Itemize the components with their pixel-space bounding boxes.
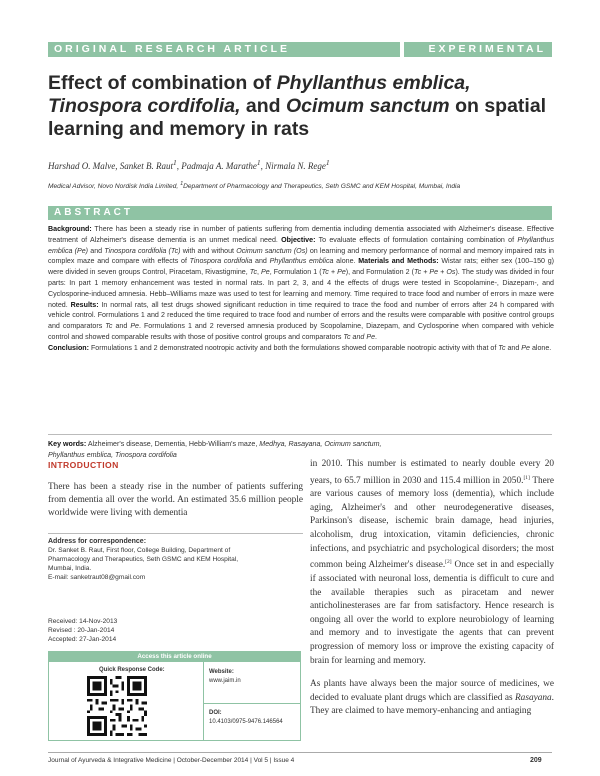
accepted-date: Accepted: 27-Jan-2014 [48, 636, 117, 643]
page-number: 209 [530, 757, 542, 764]
website-link[interactable]: www.jaim.in [209, 678, 241, 684]
received-date: Received: 14-Nov-2013 [48, 618, 118, 625]
category-label: EXPERIMENTAL [428, 43, 546, 55]
correspondence-divider [48, 533, 303, 534]
abstract-text: Background: There has been a steady rise in number of patients suffering from dementia including dementia associated with Alzheimer's disease. Effective treatment of Alzheimer's disease dementia is an unmet medical need. Objective: To evaluate effects of formulation containing combination of Phyllanthus emblica (Pe) and Tinospora cordifolia (Tc) with and without Ocimum sanctum (Os) on learning and memory performance of normal and memory impaired rats in complex maze and compare with effects of Tinospora cordifolia and Phyllanthus emblica alone. Materials and Methods: Wistar rats; either sex (100–150 g) were divided in seven groups Control, Piracetam, Rivastigmine, Tc, Pe, Formulation 1 (Tc + Pe), and Formulation 2 (Tc + Pe + Os). The study was divided in four parts: In part 1 memory enhancement was tested in normal rats. In part 2, 3, and 4 the effects of drugs were tested in Scopolamine-, Diazepam-, and Cyclosporine-induced amnesia. Hebb–Williams maze was used to test for learning and memory. Time required to trace food and number of errors in maze were noted. Results: In normal rats, all test drugs showed significant reduction in time required to trace the food and number of errors after 24 h compared with vehicle control. Formulations 1 and 2 reduced the time required to trace food and number of errors and the results were comparable with positive control groups and comparators Tc and Pe. Formulations 1 and 2 reversed amnesia produced by Scopolamine, Diazepam, and Cyclosporine when compared with vehicle control and showed comparable results with those of positive control groups and comparators Tc and Pe. Conclusion: Formulations 1 and 2 demonstrated nootropic activity and both the formulations showed comparable nootropic activity with that of Tc and Pe alone. [48, 225, 555, 352]
introduction-paragraph: There has been a steady rise in the number of patients suffering from dementia all over the world. An estimated 35.6 million people worldwide were living with dementia [48, 482, 303, 518]
abstract-divider [48, 434, 552, 435]
section-band [48, 42, 400, 57]
box-divider-vertical [203, 662, 204, 740]
journal-footer: Journal of Ayurveda & Integrative Medicine | October-December 2014 | Vol 5 | Issue 4 [48, 757, 295, 764]
keywords: Key words: Alzheimer's disease, Dementia, Hebb-William's maze, Medhya, Rasayana, Ocimum sanctum, Phyllanthus emblica, Tinospora cordifolia [48, 440, 382, 459]
correspondence-line: Mumbai, India. [48, 565, 92, 572]
qr-label: Quick Response Code: [99, 667, 165, 673]
correspondence-heading: Address for correspondence: [48, 538, 147, 545]
correspondence-block [48, 537, 303, 582]
access-online-box [48, 651, 301, 741]
category-band [404, 42, 552, 57]
article-dates [48, 617, 248, 644]
introduction-heading: INTRODUCTION [48, 460, 119, 470]
author-list: Harshad O. Malve, Sanket B. Raut$^1$, Padmaja A. Marathe$^1$, Nirmala N. Rege$^1$ [48, 158, 330, 171]
correspondence-email: E-mail: sanketraut08@gmail.com [48, 574, 146, 581]
box-divider-horizontal [204, 703, 300, 704]
abstract-heading: ABSTRACT [54, 207, 133, 218]
website-label: Website: [209, 669, 234, 675]
revised-date: Revised : 20-Jan-2014 [48, 627, 115, 634]
correspondence-line: Pharmacology and Therapeutics, Seth GSMC and KEM Hospital, [48, 556, 239, 563]
access-online-header: Access this article online [49, 652, 300, 662]
section-label: ORIGINAL RESEARCH ARTICLE [54, 43, 291, 55]
footer-divider [48, 752, 552, 753]
affiliation: Medical Advisor, Novo Nordisk India Limited, $^1$Department of Pharmacology and Therapeutics, Seth GSMC and KEM Hospital, Mumbai, India [48, 181, 461, 191]
article-title: Effect of combination of Phyllanthus emblica, Tinospora cordifolia, and Ocimum sanctum on spatial learning and memory in rats [48, 72, 547, 140]
correspondence-line: Dr. Sanket B. Raut, First floor, College Building, Department of [48, 547, 231, 554]
doi-label: DOI: [209, 710, 222, 716]
abstract-band [48, 206, 552, 220]
right-column-text: in 2010. This number is estimated to nearly double every 20 years, to 65.7 million in 2030 and 115.4 million in 2050.[1] There are various causes of memory loss (dementia), which include aging, Alzheimer's and other neurodegenerative diseases, Parkinson's disease, ischemic brain damage, head injuries, alcoholism, drug intoxication, vitamin deficiencies, chronic infections, and psychiatric and psychological disorders; the most common being Alzheimer's disease.[2] Once set in and especially if associated with neuronal loss, dementia is difficult to cure and the available therapies such as piracetam and newer anticholinesterases are far from satisfactory. Hence research is ongoing all over the world to explore neurobiology of learning and memory and to investigate the agents that can prevent progression of memory loss or improve the existing capacity of brain for learning and memory. As plants have always been the major source of medicines, we decided to evaluate plant drugs which are classified as Rasayana. They are claimed to have memory-enhancing and antiaging [310, 459, 554, 717]
qr-code-icon[interactable] [87, 676, 147, 736]
doi-link[interactable]: 10.4103/0975-9476.146564 [209, 719, 283, 725]
